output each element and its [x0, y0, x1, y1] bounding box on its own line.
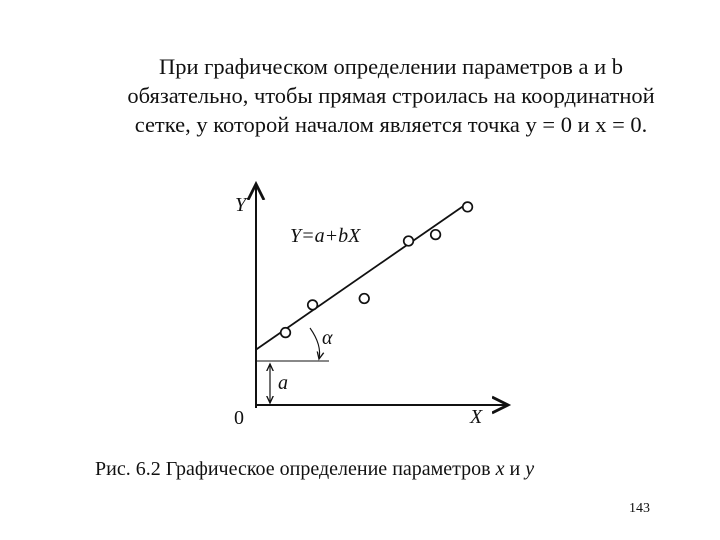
caption-prefix: Рис. 6.2 Графическое определение параметров [95, 458, 496, 480]
intro-paragraph [96, 52, 686, 139]
figure-caption [95, 456, 635, 482]
data-point-4 [404, 236, 414, 246]
data-points-layer [281, 202, 473, 337]
y-axis-label: Y [235, 194, 247, 216]
caption-y-variable: y [525, 458, 535, 480]
intercept-label: a [278, 372, 288, 394]
intro-line-1: При графическом определении параметров a и b [158, 54, 624, 79]
alpha-label: α [322, 327, 333, 349]
caption-middle: и [504, 458, 526, 480]
data-point-1 [281, 328, 291, 338]
alpha-angle-arc [310, 328, 320, 359]
origin-label: 0 [234, 407, 244, 429]
data-point-3 [359, 294, 369, 304]
regression-figure [226, 180, 518, 432]
data-point-2 [308, 300, 318, 310]
x-axis-label: X [470, 406, 483, 428]
regression-diagram [226, 180, 518, 432]
page-number: 143 [629, 501, 650, 516]
data-point-6 [463, 202, 473, 212]
caption-x-variable: x [495, 458, 505, 480]
intro-line-3: сетке, у которой началом является точка y = 0 и x = 0. [134, 112, 648, 137]
equation-label: Y=a+bX [290, 225, 361, 247]
data-point-5 [431, 230, 441, 240]
intro-line-2: обязательно, чтобы прямая строилась на координатной [127, 83, 655, 108]
